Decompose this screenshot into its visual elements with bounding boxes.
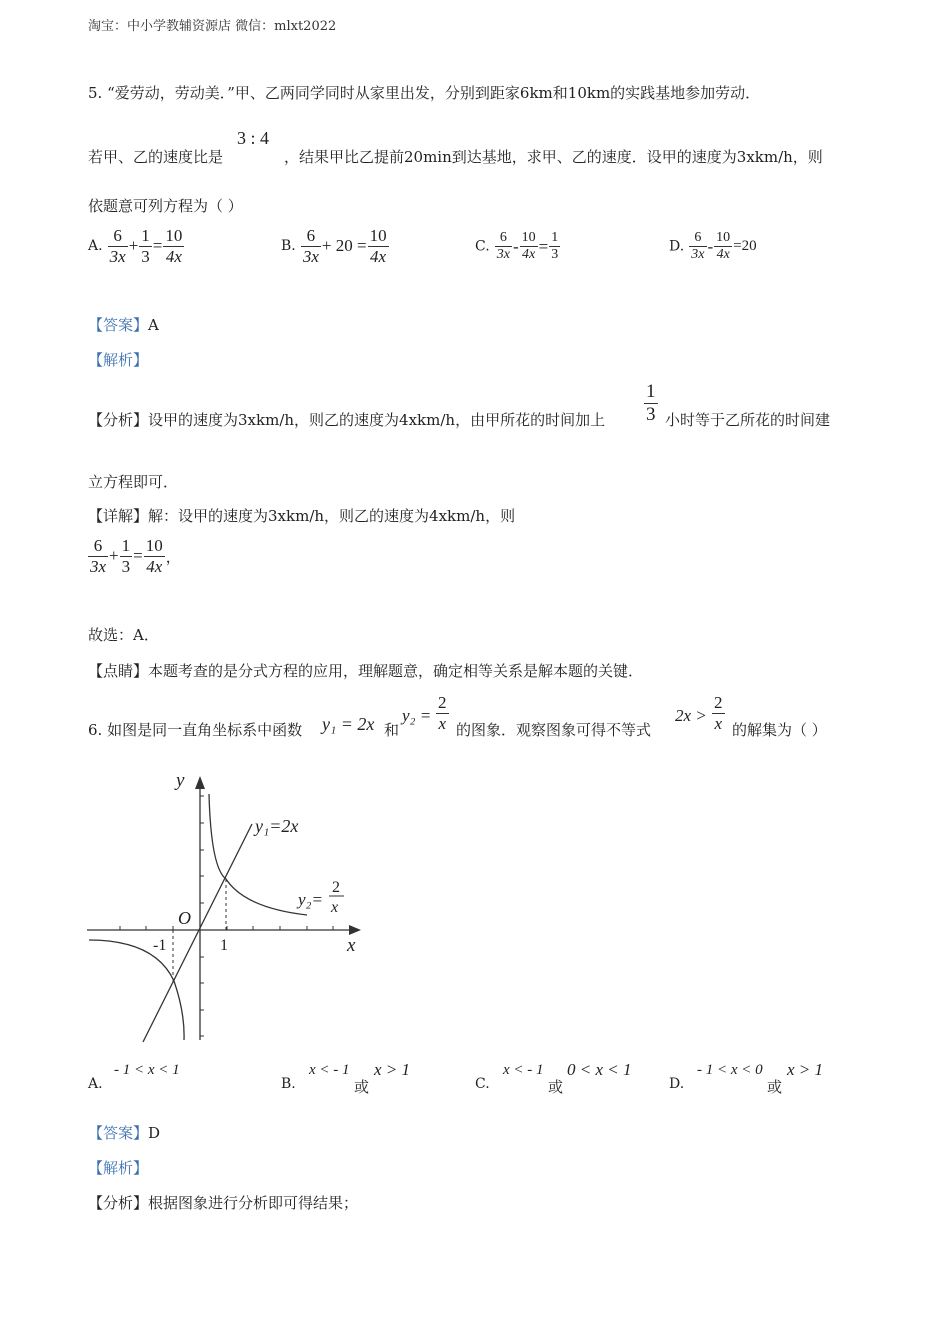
fenxi-text: 根据图象进行分析即可得结果； <box>148 1194 359 1212</box>
numerator: 6 <box>88 536 108 557</box>
operator: + <box>128 236 139 256</box>
numerator: 1 <box>121 536 131 555</box>
numerator: 1 <box>141 226 150 245</box>
denominator: 3x <box>109 246 126 266</box>
operator: + <box>109 546 119 566</box>
tick-label-neg: -1 <box>153 937 167 954</box>
fraction <box>144 536 165 576</box>
answer-tag: 【答案】 <box>88 316 149 334</box>
numerator: 6 <box>689 230 706 247</box>
numerator: 2 <box>438 693 447 712</box>
q6-option-c-label[interactable]: C. <box>475 1076 490 1092</box>
curve-label-num: 2 <box>332 879 340 896</box>
q6-option-b-label[interactable]: B. <box>281 1076 296 1092</box>
fraction <box>714 230 732 263</box>
denominator: 4x <box>165 246 182 266</box>
denominator: 4x <box>716 247 730 263</box>
q6-option-a-label[interactable]: A. <box>88 1076 103 1092</box>
fraction <box>108 226 128 266</box>
fraction <box>689 230 706 263</box>
page-header: 淘宝：中小学教辅资源店 微信：mlxt2022 <box>88 19 337 34</box>
q5-answer <box>88 314 159 335</box>
fenxi-tag: 【分析】 <box>88 411 149 429</box>
detail-text: 解：设甲的速度为3xkm/h，则乙的速度为4xkm/h，则 <box>148 507 516 525</box>
q6-answer <box>88 1122 160 1143</box>
q5-equation <box>88 536 182 576</box>
q5-fenxi-c: 立方程即可． <box>88 473 179 491</box>
fenxi-fraction <box>644 381 658 426</box>
numerator: 2 <box>714 693 723 712</box>
fraction <box>88 536 108 576</box>
numerator: 1 <box>549 230 560 247</box>
fraction <box>120 536 133 576</box>
numerator: 10 <box>520 230 538 247</box>
fraction <box>368 226 389 266</box>
q6-stem-d: 的解集为（ ） <box>732 721 827 739</box>
q5-dianjing <box>88 660 643 681</box>
q6-stem-b: 和 <box>384 721 400 739</box>
q6-ineq-lhs: 2x > <box>675 706 707 725</box>
denominator: 3x <box>691 247 705 263</box>
tick-label-pos: 1 <box>220 937 228 954</box>
q5-fenxi <box>88 409 605 430</box>
punctuation: ， <box>165 549 181 566</box>
q5-option-a[interactable] <box>88 226 184 266</box>
numerator: 6 <box>301 226 321 247</box>
denominator: x <box>714 713 723 733</box>
numerator: 1 <box>646 381 656 402</box>
q6-y2-lhs: y₂ = <box>402 706 432 725</box>
q5-line2b: ，结果甲比乙提前20min到达基地，求甲、乙的速度．设甲的速度为3xkm/h，则 <box>284 148 823 166</box>
fenxi-tag: 【分析】 <box>88 1194 149 1212</box>
detail-tag: 【详解】 <box>88 507 149 525</box>
fraction <box>520 230 538 263</box>
option-label: A. <box>88 238 103 255</box>
operator: = <box>152 236 163 256</box>
numerator: 10 <box>369 226 387 245</box>
denominator: 3 <box>141 246 150 266</box>
line-y1 <box>143 824 252 1042</box>
answer-value: A <box>148 316 159 334</box>
q5-detail <box>88 505 515 526</box>
answer-tag: 【答案】 <box>88 1124 149 1142</box>
numerator: 6 <box>108 226 128 247</box>
curve-label-lhs: y₂= <box>298 890 323 909</box>
q6-y2-fraction <box>436 693 449 733</box>
numerator: 10 <box>165 226 183 245</box>
curve-y2-right <box>209 794 307 915</box>
q5-ratio: 3 : 4 <box>237 128 270 148</box>
fraction <box>549 230 560 263</box>
q5-option-c[interactable] <box>475 230 560 263</box>
q6-option-b-expr1[interactable]: x < - 1 <box>309 1062 350 1078</box>
dianjing-tag: 【点睛】 <box>88 662 149 680</box>
origin-label: O <box>178 908 191 928</box>
option-label: D. <box>669 238 685 255</box>
denominator: 3x <box>302 246 319 266</box>
denominator: 4x <box>370 246 387 266</box>
fraction <box>301 226 321 266</box>
x-axis-arrow <box>349 925 361 935</box>
denominator: 3x <box>90 556 107 576</box>
q6-option-c-expr1[interactable]: x < - 1 <box>503 1062 544 1078</box>
option-label: B. <box>281 238 296 255</box>
q6-option-a-expr[interactable]: - 1 < x < 1 <box>114 1062 180 1078</box>
q6-option-c-expr2[interactable]: 0 < x < 1 <box>567 1060 632 1079</box>
q6-ineq-fraction <box>712 693 725 733</box>
q5-line2a: 若甲、乙的速度比是 <box>88 148 224 166</box>
denominator: 3 <box>121 556 131 576</box>
q6-analysis-tag: 【解析】 <box>88 1159 149 1177</box>
q5-option-d[interactable] <box>669 230 758 263</box>
q6-option-d-label[interactable]: D. <box>669 1076 685 1092</box>
q6-stem-a: 6. 如图是同一直角坐标系中函数 <box>88 721 303 739</box>
numerator: 6 <box>495 230 512 247</box>
fenxi-text: 设甲的速度为3xkm/h，则乙的速度为4xkm/h，由甲所花的时间加上 <box>148 411 606 429</box>
y-axis-arrow <box>195 776 205 789</box>
q5-choose: 故选：A． <box>88 626 159 644</box>
q6-option-b-expr2[interactable]: x > 1 <box>374 1060 411 1079</box>
q6-graph <box>85 768 370 1048</box>
q5-option-b[interactable] <box>281 226 389 266</box>
fraction <box>495 230 512 263</box>
q5-analysis-tag: 【解析】 <box>88 351 149 369</box>
operator: - <box>512 236 519 256</box>
q6-option-d-expr1[interactable]: - 1 < x < 0 <box>697 1062 763 1078</box>
dianjing-text: 本题考查的是分式方程的应用，理解题意，确定相等关系是解本题的关键． <box>148 662 644 680</box>
q5-fenxi-b: 小时等于乙所花的时间建 <box>665 411 831 429</box>
numerator: 10 <box>714 230 732 247</box>
y-axis-label: y <box>176 770 185 791</box>
denominator: 3 <box>646 403 656 425</box>
denominator: 4x <box>522 247 536 263</box>
q6-option-d-expr2[interactable]: x > 1 <box>787 1060 824 1079</box>
curve-label-den: x <box>331 899 339 916</box>
x-axis-label: x <box>347 935 356 956</box>
operator: = <box>133 546 143 566</box>
operator: + 20 = <box>321 236 367 256</box>
operator: = <box>538 236 549 256</box>
operator: =20 <box>733 238 757 255</box>
q6-y1: y₁ = 2x <box>322 714 375 734</box>
option-label: C. <box>475 238 490 255</box>
q6-fenxi <box>88 1192 358 1213</box>
curve-y2-left <box>89 940 184 1040</box>
line-label: y₁=2x <box>255 816 299 836</box>
q6-option-b-or: 或 <box>354 1078 370 1096</box>
q5-line1: 5. “爱劳动，劳动美．”甲、乙两同学同时从家里出发，分别到距家6km和10km的实践基地参加劳动． <box>88 84 761 102</box>
fraction <box>139 226 152 266</box>
q6-stem-c: 的图象．观察图象可得不等式 <box>456 721 652 739</box>
q6-option-c-or: 或 <box>548 1078 564 1096</box>
operator: - <box>707 236 714 256</box>
denominator: 3 <box>551 247 559 263</box>
answer-value: D <box>148 1124 161 1142</box>
numerator: 10 <box>145 536 163 555</box>
q6-option-d-or: 或 <box>767 1078 783 1096</box>
denominator: x <box>438 713 447 733</box>
denominator: 4x <box>146 556 163 576</box>
denominator: 3x <box>496 247 510 263</box>
q5-line3: 依题意可列方程为（ ） <box>88 197 243 215</box>
fraction <box>163 226 184 266</box>
